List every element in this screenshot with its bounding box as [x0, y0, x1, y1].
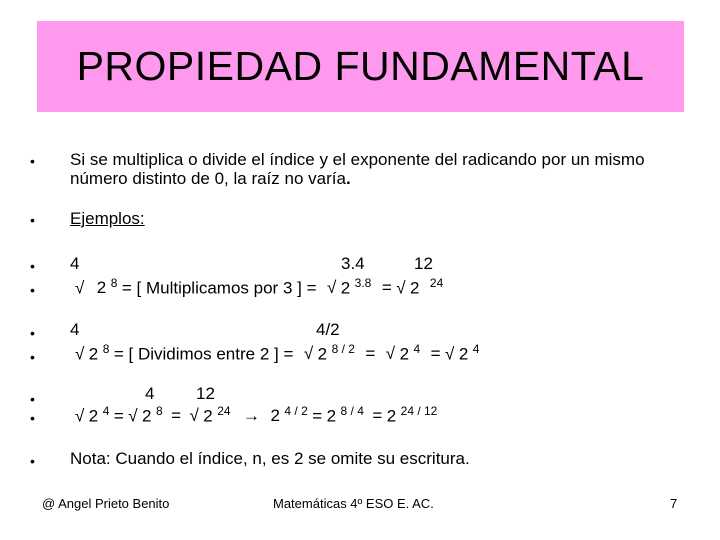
- bullet-marker: •: [30, 325, 35, 341]
- bullet-marker: •: [30, 153, 35, 169]
- radical-icon: √: [396, 278, 406, 298]
- ex3-index-left: 4: [145, 384, 155, 403]
- bullet-marker: •: [30, 282, 35, 298]
- ex2-index-mid: 4/2: [316, 320, 340, 339]
- rule-line-2: número distinto de 0, la raíz no varía.: [70, 169, 351, 188]
- radical-icon: √: [128, 406, 138, 426]
- ex3-expression: √ 2 $^4$ = √ 2 $^8$ = √ 2 $^{24}$ → 2 $^{4 / 2}$ = 2 $^{8 / 4}$ = 2 $^{24 / 12}$: [75, 404, 438, 426]
- radical-icon: √: [189, 406, 199, 426]
- slide-title: PROPIEDAD FUNDAMENTAL: [76, 43, 645, 89]
- rule-line-1: Si se multiplica o divide el índice y el exponente del radicando por un mismo: [70, 150, 645, 169]
- arrow-right-icon: →: [243, 406, 261, 426]
- radical-icon: √: [385, 344, 396, 364]
- radical-icon: √: [326, 278, 337, 298]
- ex1-index-right: 12: [414, 254, 433, 273]
- ex2-index-left: 4: [70, 320, 80, 339]
- radical-icon: √: [303, 344, 314, 364]
- ex2-expression: √ 2 $^8$ = [ Dividimos entre 2 ] = √ 2 $^{8 / 2}$ = √ 2 $^4$ = √ 2 $^4$: [75, 342, 480, 364]
- footer-course: Matemáticas 4º ESO E. AC.: [273, 496, 434, 511]
- bullet-marker: •: [30, 258, 35, 274]
- page-number: 7: [670, 496, 678, 511]
- bullet-marker: •: [30, 410, 35, 426]
- ex1-index-left: 4: [70, 254, 80, 273]
- ex3-index-right: 12: [196, 384, 215, 403]
- radical-icon: √: [445, 344, 455, 364]
- bullet-marker: •: [30, 212, 35, 228]
- examples-heading: Ejemplos:: [70, 209, 145, 228]
- radical-icon: √: [75, 344, 85, 364]
- radical-icon: √: [75, 406, 85, 426]
- title-banner: [37, 21, 684, 112]
- footer-author: @ Angel Prieto Benito: [42, 496, 170, 511]
- bullet-marker: •: [30, 349, 35, 365]
- bullet-marker: •: [30, 453, 35, 469]
- ex1-expression: √ 2 $^8$ = [ Multiplicamos por 3 ] = √ 2 $^{3.8}$ = √ 2 $^{24}$: [75, 276, 444, 298]
- ex1-index-mid: 3.4: [341, 254, 365, 273]
- radical-icon: √: [75, 278, 85, 298]
- bullet-marker: •: [30, 391, 35, 407]
- note-text: Nota: Cuando el índice, n, es 2 se omite su escritura.: [70, 449, 470, 468]
